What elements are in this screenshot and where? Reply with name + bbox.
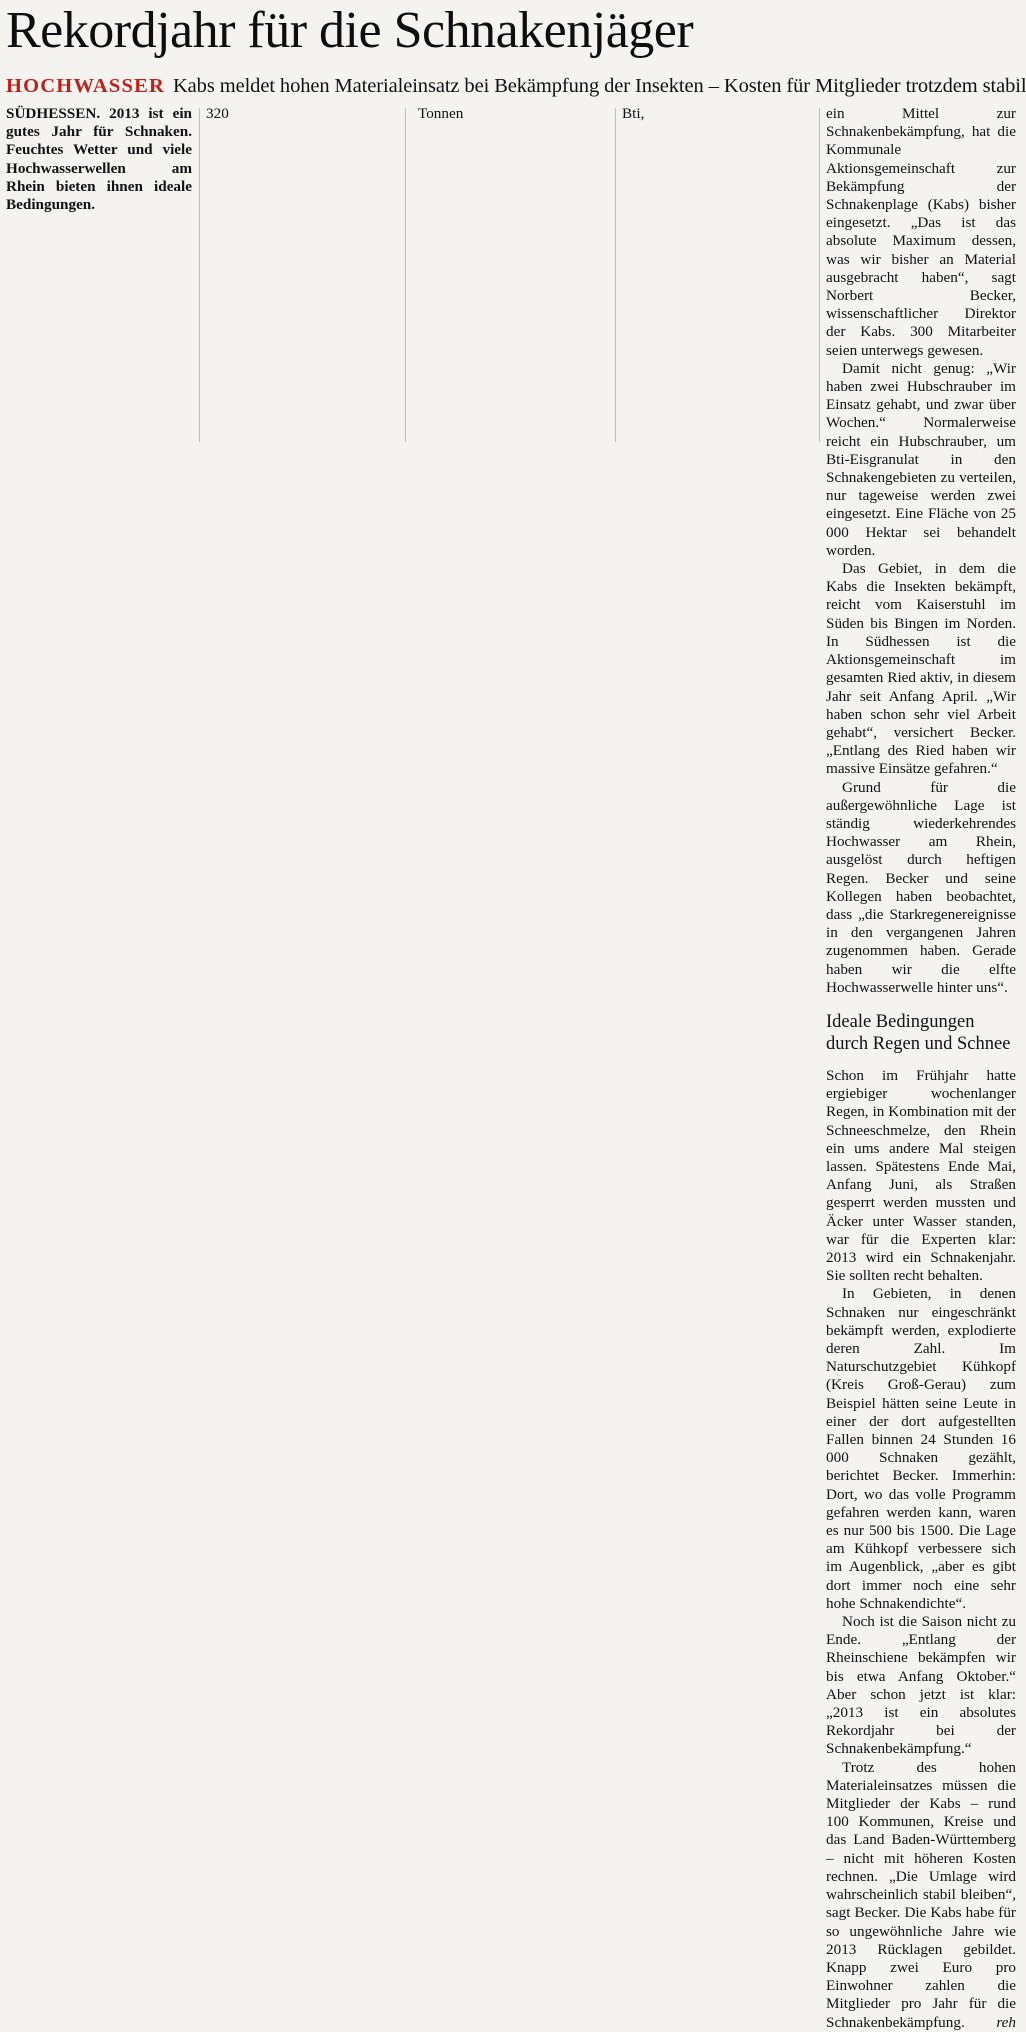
paragraph-text: 320 [206, 105, 229, 122]
paragraph [826, 1613, 1016, 1759]
paragraph-text: Trotz des hohen Materialeinsatzes müssen die Mitglieder der Kabs – rund 100 Kommunen, Kreise und das Land Baden-Württemberg – nicht mit höheren Kosten rechnen. „Die Umlage wird wahrscheinlich stabil bleiben“, sagt Becker. Die Kabs habe für so ungewöhnliche Jahre wie 2013 Rücklagen gebildet. Knapp zwei Euro pro Einwohner zahlen die Mitglieder pro Jahr für die Schnakenbekämpfung. [826, 1758, 1016, 2031]
paragraph-text: ein Mittel zur Schnakenbekämpfung, hat die Kommunale Aktionsgemeinschaft zur Bekämpfung der Schnakenplage (Kabs) bisher eingesetzt. „Das ist das absolute Maximum dessen, was wir bisher an Material ausgebracht haben“, sagt Norbert Becker, wissenschaftlicher Direktor der Kabs. 300 Mitarbeiter seien unterwegs gewesen. [826, 105, 1016, 359]
subheadline: Kabs meldet hohen Materialeinsatz bei Bekämpfung der Insekten – Kosten für Mitglieder trotzdem stabil [172, 75, 1026, 97]
article-column-5 [826, 105, 1016, 2031]
article-column-4 [622, 105, 812, 445]
paragraph-text: Bti, [622, 105, 645, 122]
paragraph-continued [622, 105, 812, 123]
paragraph [826, 360, 1016, 560]
paragraph-text: Noch ist die Saison nicht zu Ende. „Entlang der Rheinschiene bekämpfen wir bis etwa Anfang Oktober.“ Aber schon jetzt ist klar: „2013 ist ein absolutes Rekordjahr bei der Schnakenbekämpfung.“ [826, 1613, 1016, 1758]
paragraph-continued [826, 105, 1016, 360]
section-subheading: Ideale Bedingungen durch Regen und Schnee [826, 1011, 1011, 1054]
paragraph-continued [418, 105, 608, 123]
intro-text: 2013 ist ein gutes Jahr für Schnaken. Feuchtes Wetter und viele Hochwasserwellen am Rhein bieten ihnen ideale Bedingungen. [6, 105, 192, 214]
column-divider [199, 108, 200, 442]
column-divider [819, 108, 820, 442]
dateline: SÜDHESSEN. [6, 105, 101, 122]
paragraph-text: Damit nicht genug: „Wir haben zwei Hubschrauber im Einsatz gehabt, und zwar über Wochen.“ Normalerweise reicht ein Hubschrauber, um Bti-Eisgranulat in den Schnakengebieten zu verteilen, nur tageweise werden zwei eingesetzt. Eine Fläche von 25 000 Hektar sei behandelt worden. [826, 359, 1016, 559]
kicker: HOCHWASSER [6, 75, 165, 97]
paragraph [826, 1285, 1016, 1613]
article-column-2 [206, 105, 392, 445]
paragraph-text: Schon im Frühjahr hatte ergiebiger wochenlanger Regen, in Kombination mit der Schneeschmelze, den Rhein ein ums andere Mal steigen lassen. Spätestens Ende Mai, Anfang Juni, als Straßen gesperrt werden mussten und Äcker unter Wasser standen, war für die Experten klar: 2013 wird ein Schnakenjahr. Sie sollten recht behalten. [826, 1066, 1016, 1285]
paragraph-text: Tonnen [418, 105, 464, 122]
paragraph-text: Grund für die außergewöhnliche Lage ist ständig wiederkehrendes Hochwasser am Rhein, ausgelöst durch heftigen Regen. Becker und seine Kollegen haben beobachtet, dass „die Starkregenereignisse in den vergangenen Jahren zugenommen haben. Gerade haben wir die elfte Hochwasserwelle hinter uns“. [826, 778, 1016, 996]
paragraph-continued [206, 105, 392, 123]
headline: Rekordjahr für die Schnakenjäger [6, 2, 694, 59]
paragraph [826, 560, 1016, 778]
paragraph [826, 779, 1016, 997]
paragraph [6, 105, 192, 214]
paragraph-text: In Gebieten, in denen Schnaken nur eingeschränkt bekämpft werden, explodierte deren Zahl. Im Naturschutzgebiet Kühkopf (Kreis Groß-Gerau) zum Beispiel hätten seine Leute in einer der dort aufgestellten Fallen binnen 24 Stunden 16 000 Schnaken gezählt, berichtet Becker. Immerhin: Dort, wo das volle Programm gefahren werden kann, waren es nur 500 bis 1500. Die Lage am Kühkopf verbessere sich im Augenblick, „aber es gibt dort immer noch eine sehr hohe Schnakendichte“. [826, 1285, 1016, 1612]
article-column-3 [418, 105, 608, 445]
paragraph-text: Das Gebiet, in dem die Kabs die Insekten bekämpft, reicht vom Kaiserstuhl im Süden bis Bingen im Norden. In Südhessen ist die Aktionsgemeinschaft im gesamten Ried aktiv, in diesem Jahr seit Anfang April. „Wir haben schon sehr viel Arbeit gehabt“, versichert Becker. „Entlang des Ried haben wir massive Einsätze gefahren.“ [826, 560, 1016, 778]
paragraph [826, 1067, 1016, 1285]
author-initials: reh [996, 2013, 1016, 2031]
paragraph [826, 1759, 1016, 2032]
subheadline-line [6, 73, 1026, 99]
column-divider [405, 108, 406, 442]
article-column-1 [6, 105, 192, 445]
column-divider [615, 108, 616, 442]
